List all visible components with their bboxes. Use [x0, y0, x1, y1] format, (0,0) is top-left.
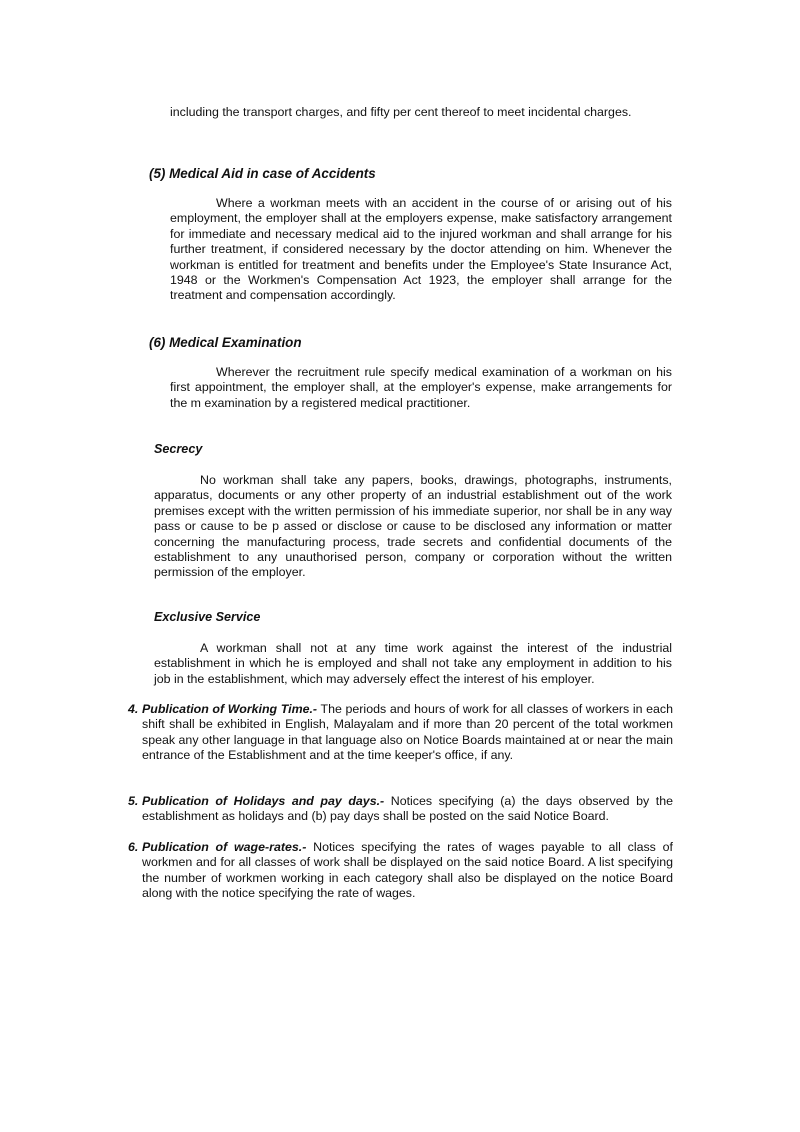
item-5-body: Notices specifying (a) the days observed by the establishment as holidays and (b) pay days shall be posted on the said Notice Board. [142, 794, 673, 824]
item-6-body: Notices specifying the rates of wages payable to all class of workmen and for all classes of work shall be displayed on the said notice Board. A list specifying the number of workmen working in each category shall also be displayed on the notice Board along with the notice specifying the rate of wages. [142, 840, 673, 901]
item-4-number: 4. [128, 702, 139, 716]
item-5-text [142, 794, 673, 825]
item-4-title: Publication of Working Time.- [142, 702, 318, 716]
paragraph-exclusive-service: A workman shall not at any time work against the interest of the industrial establishment in which he is employed and shall not take any employment in addition to his job in the establishment, which may adversely effect the interest of his employer. [154, 641, 672, 686]
item-6-text [142, 840, 673, 902]
heading-secrecy: Secrecy [154, 442, 203, 456]
continuation-paragraph: including the transport charges, and fifty per cent thereof to meet incidental charges. [170, 105, 632, 119]
heading-medical-aid: (5) Medical Aid in case of Accidents [149, 166, 376, 181]
item-4-text [142, 702, 673, 764]
paragraph-medical-aid: Where a workman meets with an accident in the course of or arising out of his employment, the employer shall at the employers expense, make satisfactory arrangement for immediate and necessary medical aid to the injured workman and shall arrange for his further treatment, if considered necessary by the doctor attending on him. Whenever the workman is entitled for treatment and benefits under the Employee's State Insurance Act, 1948 or the Workmen's Compensation Act 1923, the employer shall arrange for the treatment and compensation accordingly. [170, 196, 672, 303]
heading-medical-examination: (6) Medical Examination [149, 335, 302, 350]
item-4-body: The periods and hours of work for all classes of workers in each shift shall be exhibited in English, Malayalam and if more than 20 percent of the total workmen speak any other language in that language also on Notice Boards maintained at or near the main entrance of the Establishment and at the time keeper's office, if any. [142, 702, 674, 763]
item-5-title: Publication of Holidays and pay days.- [142, 794, 385, 808]
item-6-title: Publication of wage-rates.- [142, 840, 307, 854]
paragraph-medical-examination: Wherever the recruitment rule specify medical examination of a workman on his first appointment, the employer shall, at the employer's expense, make arrangements for the m examination by a registered medical practitioner. [170, 365, 672, 410]
heading-exclusive-service: Exclusive Service [154, 610, 261, 624]
item-5-number: 5. [128, 794, 139, 808]
item-6-number: 6. [128, 840, 139, 854]
paragraph-secrecy: No workman shall take any papers, books, drawings, photographs, instruments, apparatus, documents or any other property of an industrial establishment out of the work premises except with the written permission of his immediate superior, nor shall be in any way pass or cause to be p assed or disclose or cause to be disclosed any information or matter concerning the manufacturing process, trade secrets and confidential documents of the establishment to any unauthorised person, company or corporation without the written permission of the employer. [154, 473, 672, 580]
